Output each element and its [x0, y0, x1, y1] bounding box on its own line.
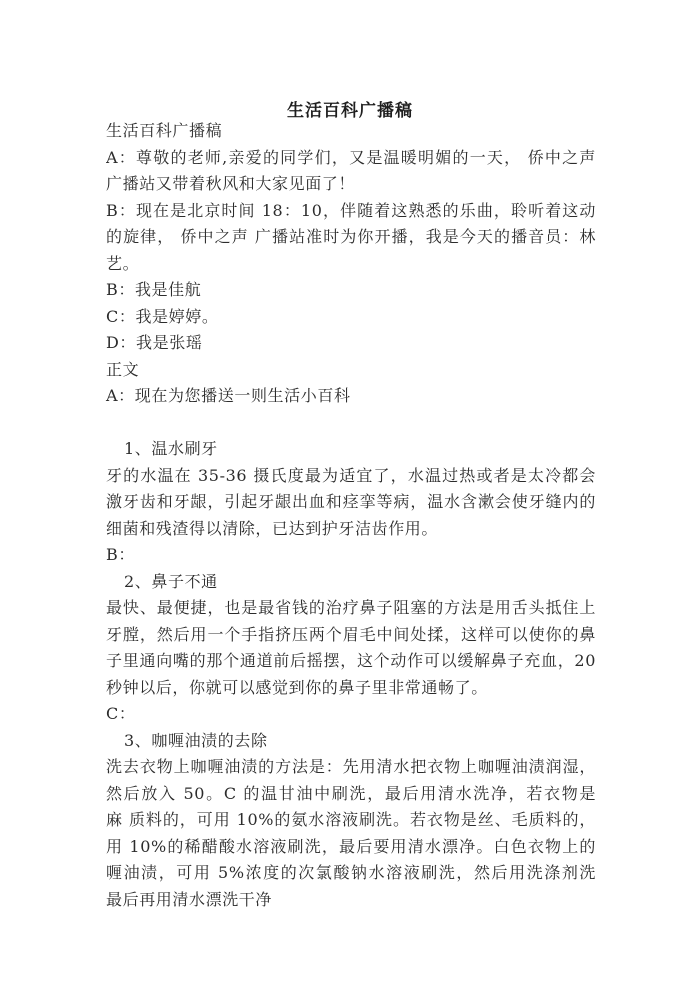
section-heading: 2、鼻子不通 — [124, 571, 218, 591]
text-line: C： — [106, 704, 136, 723]
text-line: 的旋律， 侨中之声 广播站准时为你开播，我是今天的播音员：林 — [106, 227, 596, 246]
text-line: B：现在是北京时间 18：10，伴随着这熟悉的乐曲，聆听着这动 — [106, 200, 596, 220]
section-heading: 3、咖喱油渍的去除 — [124, 730, 268, 750]
text-line: D：我是张瑶 — [106, 333, 203, 352]
blank-line — [106, 410, 596, 437]
text-line: 生活百科广播稿 — [106, 121, 223, 140]
section-heading: 1、温水刷牙 — [124, 439, 218, 458]
text-line: 细菌和残渣得以清除，已达到护牙洁齿作用。 — [106, 518, 439, 538]
document-body — [106, 118, 596, 913]
text-line: B： — [106, 545, 135, 564]
text-line: 激牙齿和牙龈，引起牙龈出血和痉挛等病，温水含漱会使牙缝内的 — [106, 492, 596, 511]
text-line: B：我是佳航 — [106, 280, 202, 299]
text-line: 喱油渍，可用 5%浓度的次氯酸钠水溶液刷洗，然后用洗涤剂洗 — [106, 863, 596, 882]
text-line: 子里通向嘴的那个通道前后摇摆，这个动作可以缓解鼻子充血，20 — [106, 651, 596, 670]
text-line: A：现在为您播送一则生活小百科 — [106, 386, 351, 405]
text-line: 秒钟以后，你就可以感觉到你的鼻子里非常通畅了。 — [106, 677, 488, 697]
text-line: C：我是婷婷。 — [106, 306, 219, 326]
text-line: 牙膛，然后用一个手指挤压两个眉毛中间处揉，这样可以使你的鼻 — [106, 624, 596, 644]
text-line: 最快、最便捷，也是最省钱的治疗鼻子阻塞的方法是用舌头抵住上 — [106, 598, 596, 617]
text-line: 正文 — [106, 359, 140, 379]
text-line: 广播站又带着秋风和大家见面了！ — [106, 174, 356, 193]
text-line: A：尊敬的老师,亲爱的同学们，又是温暖明媚的一天， 侨中之声 — [106, 147, 596, 167]
text-line: 牙的水温在 35-36 摄氏度最为适宜了，水温过热或者是太冷都会 — [106, 465, 596, 485]
text-line: 最后再用清水漂洗干净 — [106, 889, 273, 909]
text-line: 用 10%的稀醋酸水溶液刷洗，最后要用清水漂净。白色衣物上的 — [106, 836, 596, 856]
text-line: 洗去衣物上咖喱油渍的方法是：先用清水把衣物上咖喱油渍润湿， — [106, 757, 596, 776]
text-line: 然后放入 50。C 的温甘油中刷洗，最后用清水洗净，若衣物是 — [106, 783, 596, 803]
text-line: 艺。 — [106, 253, 140, 273]
text-line: 麻 质料的，可用 10%的氨水溶液刷洗。若衣物是丝、毛质料的， — [106, 810, 596, 829]
document-title: 生活百科广播稿 — [287, 101, 413, 121]
